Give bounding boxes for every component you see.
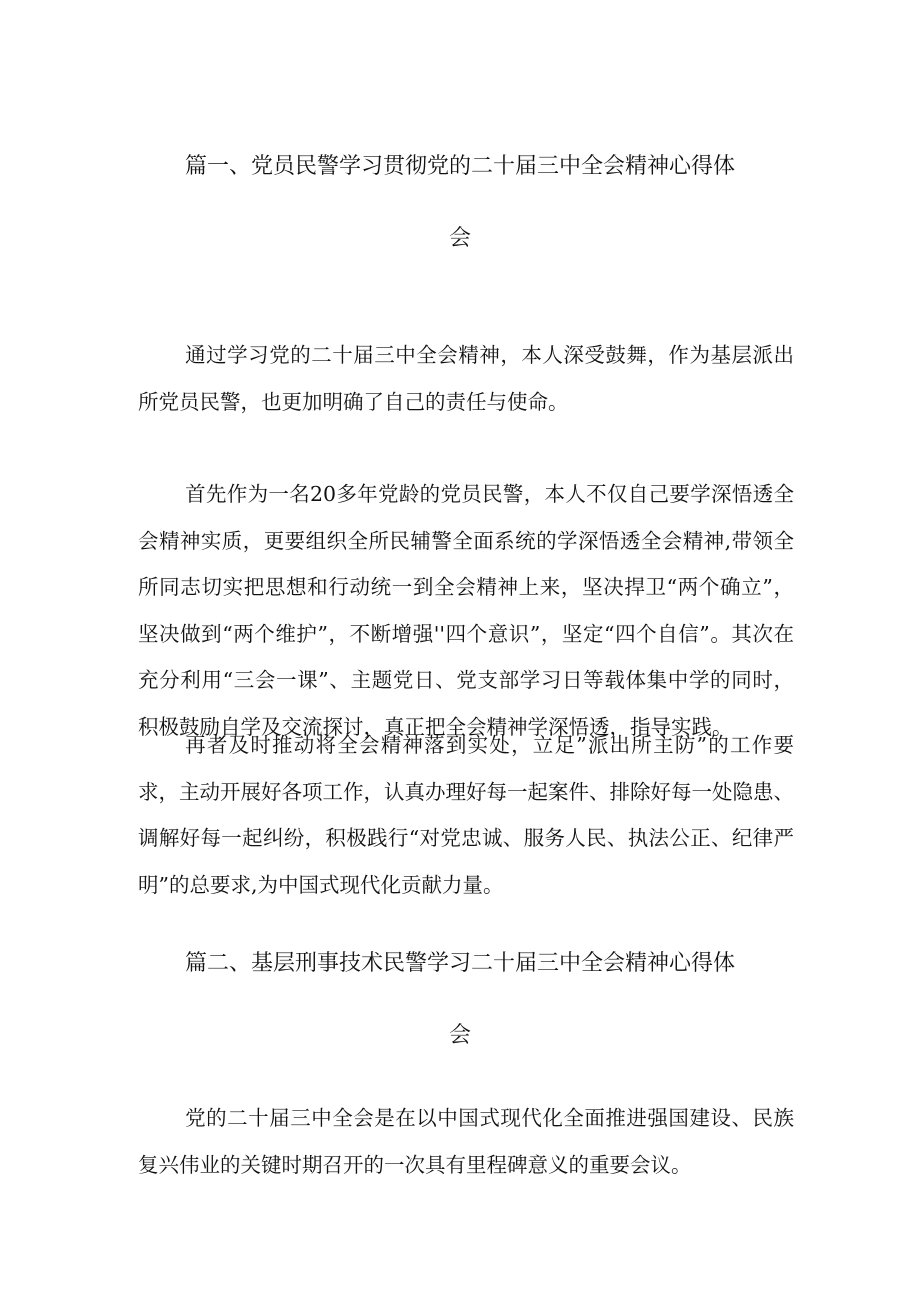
section-2-title (110, 928, 810, 1072)
section-2-title-line-2: 会 (448, 1023, 471, 1048)
section-1-paragraph-1: 通过学习党的二十届三中全会精神，本人深受鼓舞，作为基层派出所党员民警，也更加明确了自己的责任与使命。 (138, 343, 794, 414)
section-1-title-line-1: 篇一、党员民警学习贯彻党的二十届三中全会精神心得体 (184, 154, 735, 179)
section-1-title-line-2: 会 (448, 226, 471, 251)
section-2-paragraph-1: 党的二十届三中全会是在以中国式现代化全面推进强国建设、民族复兴伟业的关键时期召开的一次具有里程碑意义的重要会议。 (138, 1106, 794, 1177)
section-1-paragraph-2: 首先作为一名20多年党龄的党员民警，本人不仅自己要学深悟透全会精神实质，更要组织全所民辅警全面系统的学深悟透全会精神,带领全所同志切实把思想和行动统一到全会精神上来，坚决捍卫“两个确立”，坚决做到“两个维护”，不断增强''四个意识”，坚定“四个自信”。其次在充分利用“三会一课”、主题党日、党支部学习日等载体集中学的同时，积极鼓励自学及交流探讨，真正把全会精神学深悟透，指导实践。 (138, 482, 794, 739)
section-1-title (110, 131, 810, 275)
section-2-title-line-1: 篇二、基层刑事技术民警学习二十届三中全会精神心得体 (184, 951, 735, 976)
section-1-paragraph-3: 再者及时推动将全会精神落到实处，立足”派出所主防”的工作要求，主动开展好各项工作，认真办理好每一起案件、排除好每一处隐患、调解好每一起纠纷，积极践行“对党忠诚、服务人民、执法公正、纪律严明”的总要求,为中国式现代化贡献力量。 (138, 733, 794, 897)
